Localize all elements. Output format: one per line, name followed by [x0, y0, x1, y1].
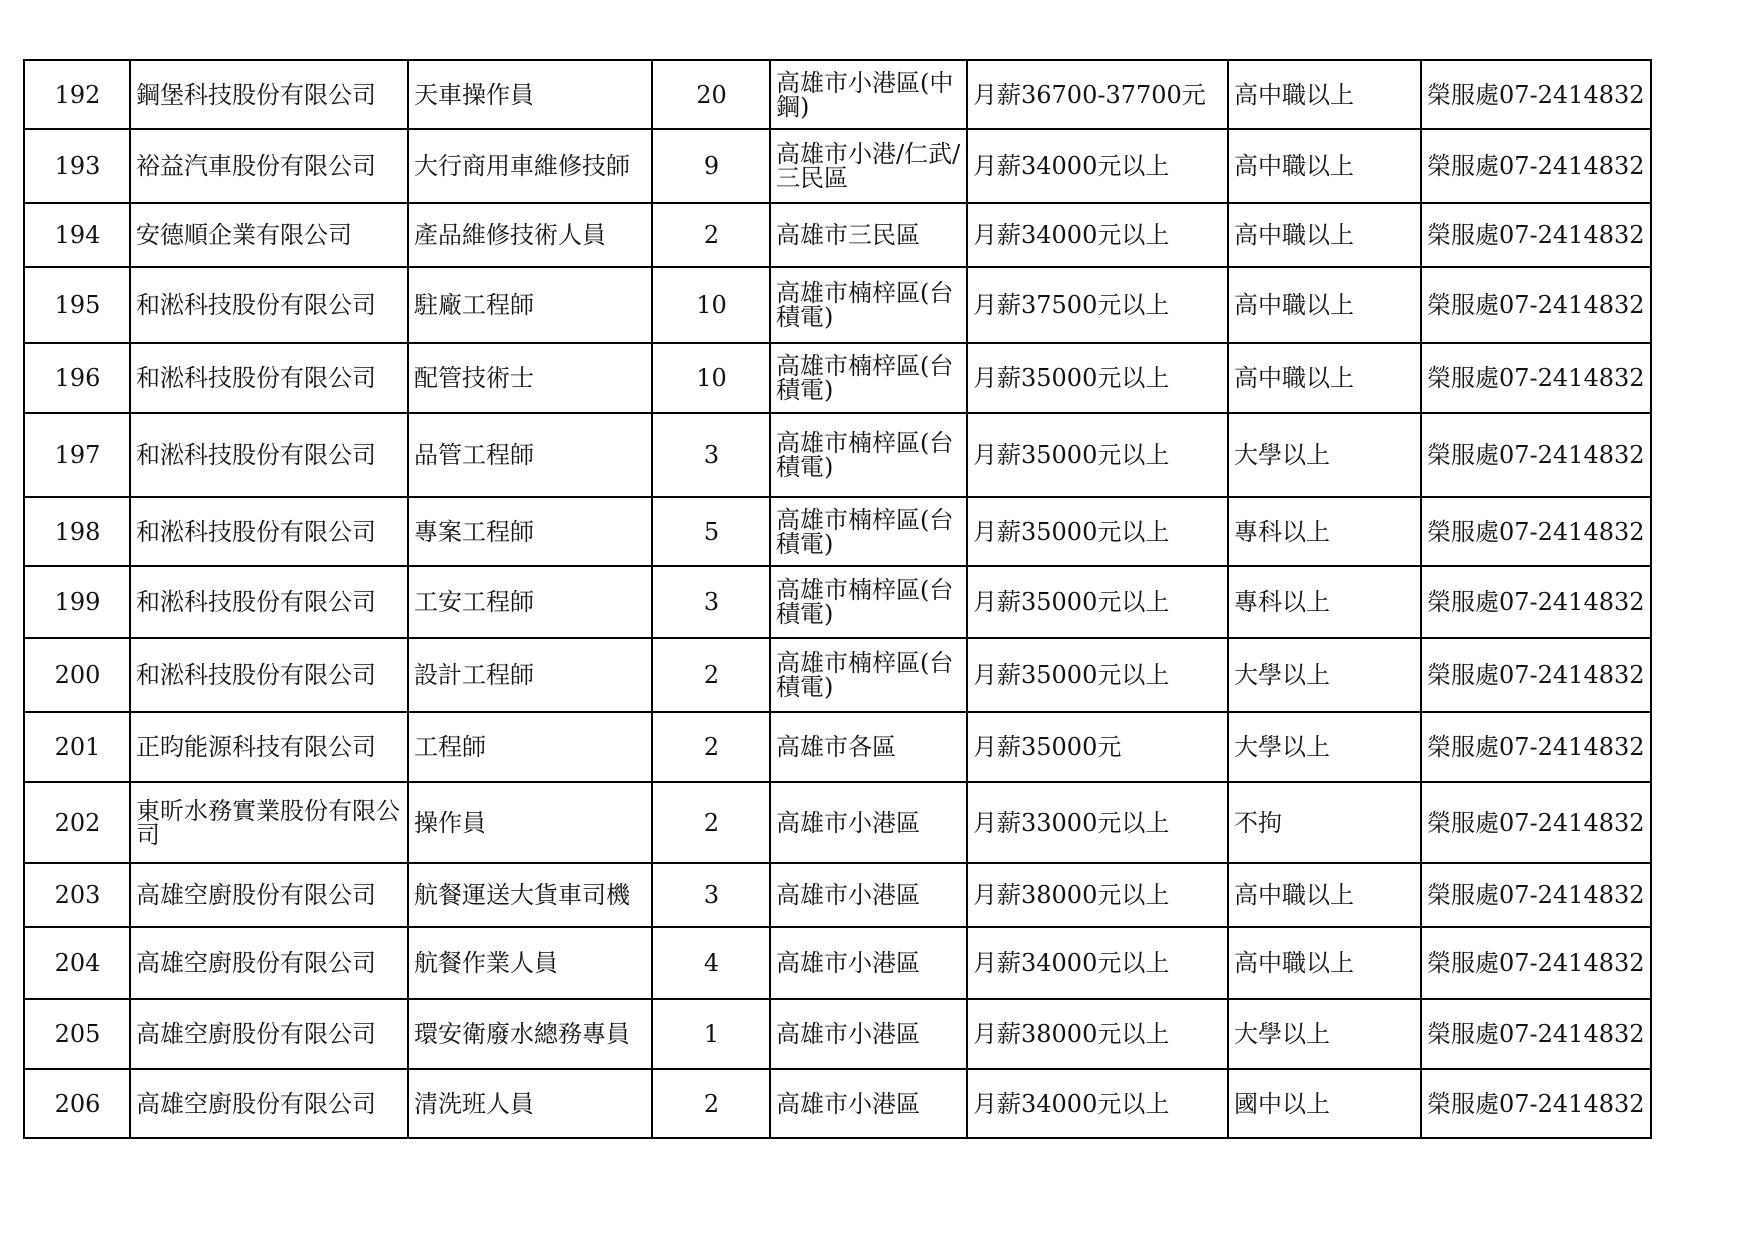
work-location: 高雄市楠梓區(台積電) [770, 267, 967, 343]
openings-count: 10 [652, 267, 770, 343]
company-name: 高雄空廚股份有限公司 [130, 999, 408, 1069]
education-requirement: 高中職以上 [1228, 203, 1421, 267]
education-requirement: 高中職以上 [1228, 267, 1421, 343]
contact-info: 榮服處07-2414832 [1421, 267, 1651, 343]
table-row [24, 60, 1651, 129]
job-title: 環安衛廢水總務專員 [408, 999, 652, 1069]
work-location: 高雄市小港區(中鋼) [770, 60, 967, 129]
company-name: 高雄空廚股份有限公司 [130, 927, 408, 999]
work-location: 高雄市楠梓區(台積電) [770, 413, 967, 497]
salary: 月薪38000元以上 [967, 863, 1228, 927]
contact-info: 榮服處07-2414832 [1421, 1069, 1651, 1138]
openings-count: 3 [652, 566, 770, 638]
work-location: 高雄市楠梓區(台積電) [770, 497, 967, 566]
salary: 月薪35000元以上 [967, 497, 1228, 566]
salary: 月薪36700-37700元 [967, 60, 1228, 129]
salary: 月薪37500元以上 [967, 267, 1228, 343]
salary: 月薪35000元以上 [967, 413, 1228, 497]
contact-info: 榮服處07-2414832 [1421, 413, 1651, 497]
openings-count: 4 [652, 927, 770, 999]
work-location: 高雄市小港區 [770, 927, 967, 999]
table-row [24, 267, 1651, 343]
openings-count: 2 [652, 712, 770, 782]
job-title: 工安工程師 [408, 566, 652, 638]
work-location: 高雄市小港區 [770, 782, 967, 863]
openings-count: 2 [652, 638, 770, 712]
work-location: 高雄市小港區 [770, 1069, 967, 1138]
education-requirement: 專科以上 [1228, 497, 1421, 566]
education-requirement: 大學以上 [1228, 413, 1421, 497]
table-row [24, 863, 1651, 927]
salary: 月薪34000元以上 [967, 927, 1228, 999]
openings-count: 3 [652, 863, 770, 927]
row-number: 204 [24, 927, 130, 999]
job-title: 航餐作業人員 [408, 927, 652, 999]
company-name: 和淞科技股份有限公司 [130, 267, 408, 343]
row-number: 197 [24, 413, 130, 497]
job-listings-body [24, 60, 1651, 1138]
job-title: 配管技術士 [408, 343, 652, 413]
table-row [24, 566, 1651, 638]
education-requirement: 高中職以上 [1228, 927, 1421, 999]
openings-count: 5 [652, 497, 770, 566]
row-number: 193 [24, 129, 130, 203]
salary: 月薪35000元以上 [967, 638, 1228, 712]
contact-info: 榮服處07-2414832 [1421, 129, 1651, 203]
salary: 月薪35000元 [967, 712, 1228, 782]
work-location: 高雄市楠梓區(台積電) [770, 638, 967, 712]
contact-info: 榮服處07-2414832 [1421, 497, 1651, 566]
salary: 月薪34000元以上 [967, 129, 1228, 203]
row-number: 196 [24, 343, 130, 413]
work-location: 高雄市楠梓區(台積電) [770, 566, 967, 638]
work-location: 高雄市各區 [770, 712, 967, 782]
job-title: 清洗班人員 [408, 1069, 652, 1138]
job-listings-table [23, 59, 1652, 1139]
contact-info: 榮服處07-2414832 [1421, 999, 1651, 1069]
contact-info: 榮服處07-2414832 [1421, 343, 1651, 413]
contact-info: 榮服處07-2414832 [1421, 782, 1651, 863]
job-title: 產品維修技術人員 [408, 203, 652, 267]
table-row [24, 203, 1651, 267]
row-number: 206 [24, 1069, 130, 1138]
row-number: 195 [24, 267, 130, 343]
row-number: 201 [24, 712, 130, 782]
education-requirement: 國中以上 [1228, 1069, 1421, 1138]
education-requirement: 高中職以上 [1228, 863, 1421, 927]
table-row [24, 999, 1651, 1069]
company-name: 安德順企業有限公司 [130, 203, 408, 267]
table-row [24, 927, 1651, 999]
education-requirement: 大學以上 [1228, 712, 1421, 782]
company-name: 和淞科技股份有限公司 [130, 343, 408, 413]
company-name: 和淞科技股份有限公司 [130, 638, 408, 712]
work-location: 高雄市小港/仁武/三民區 [770, 129, 967, 203]
openings-count: 3 [652, 413, 770, 497]
table-row [24, 413, 1651, 497]
work-location: 高雄市小港區 [770, 999, 967, 1069]
job-title: 工程師 [408, 712, 652, 782]
company-name: 東昕水務實業股份有限公司 [130, 782, 408, 863]
table-row [24, 129, 1651, 203]
row-number: 202 [24, 782, 130, 863]
openings-count: 1 [652, 999, 770, 1069]
company-name: 正昀能源科技有限公司 [130, 712, 408, 782]
row-number: 200 [24, 638, 130, 712]
table-row [24, 712, 1651, 782]
company-name: 鋼堡科技股份有限公司 [130, 60, 408, 129]
row-number: 198 [24, 497, 130, 566]
job-title: 大行商用車維修技師 [408, 129, 652, 203]
openings-count: 9 [652, 129, 770, 203]
salary: 月薪38000元以上 [967, 999, 1228, 1069]
contact-info: 榮服處07-2414832 [1421, 863, 1651, 927]
table-row [24, 782, 1651, 863]
row-number: 205 [24, 999, 130, 1069]
table-row [24, 343, 1651, 413]
job-title: 天車操作員 [408, 60, 652, 129]
education-requirement: 大學以上 [1228, 638, 1421, 712]
openings-count: 2 [652, 782, 770, 863]
table-row [24, 1069, 1651, 1138]
job-title: 操作員 [408, 782, 652, 863]
company-name: 高雄空廚股份有限公司 [130, 863, 408, 927]
contact-info: 榮服處07-2414832 [1421, 60, 1651, 129]
contact-info: 榮服處07-2414832 [1421, 638, 1651, 712]
salary: 月薪34000元以上 [967, 203, 1228, 267]
contact-info: 榮服處07-2414832 [1421, 566, 1651, 638]
education-requirement: 高中職以上 [1228, 60, 1421, 129]
contact-info: 榮服處07-2414832 [1421, 203, 1651, 267]
company-name: 裕益汽車股份有限公司 [130, 129, 408, 203]
openings-count: 20 [652, 60, 770, 129]
education-requirement: 不拘 [1228, 782, 1421, 863]
job-title: 駐廠工程師 [408, 267, 652, 343]
contact-info: 榮服處07-2414832 [1421, 927, 1651, 999]
work-location: 高雄市楠梓區(台積電) [770, 343, 967, 413]
row-number: 194 [24, 203, 130, 267]
job-title: 設計工程師 [408, 638, 652, 712]
company-name: 和淞科技股份有限公司 [130, 566, 408, 638]
openings-count: 10 [652, 343, 770, 413]
job-title: 品管工程師 [408, 413, 652, 497]
education-requirement: 大學以上 [1228, 999, 1421, 1069]
salary: 月薪35000元以上 [967, 566, 1228, 638]
row-number: 192 [24, 60, 130, 129]
work-location: 高雄市小港區 [770, 863, 967, 927]
company-name: 高雄空廚股份有限公司 [130, 1069, 408, 1138]
work-location: 高雄市三民區 [770, 203, 967, 267]
openings-count: 2 [652, 203, 770, 267]
table-row [24, 497, 1651, 566]
education-requirement: 高中職以上 [1228, 343, 1421, 413]
salary: 月薪35000元以上 [967, 343, 1228, 413]
education-requirement: 高中職以上 [1228, 129, 1421, 203]
salary: 月薪34000元以上 [967, 1069, 1228, 1138]
company-name: 和淞科技股份有限公司 [130, 497, 408, 566]
job-title: 航餐運送大貨車司機 [408, 863, 652, 927]
contact-info: 榮服處07-2414832 [1421, 712, 1651, 782]
company-name: 和淞科技股份有限公司 [130, 413, 408, 497]
job-title: 專案工程師 [408, 497, 652, 566]
row-number: 203 [24, 863, 130, 927]
table-row [24, 638, 1651, 712]
education-requirement: 專科以上 [1228, 566, 1421, 638]
row-number: 199 [24, 566, 130, 638]
salary: 月薪33000元以上 [967, 782, 1228, 863]
openings-count: 2 [652, 1069, 770, 1138]
